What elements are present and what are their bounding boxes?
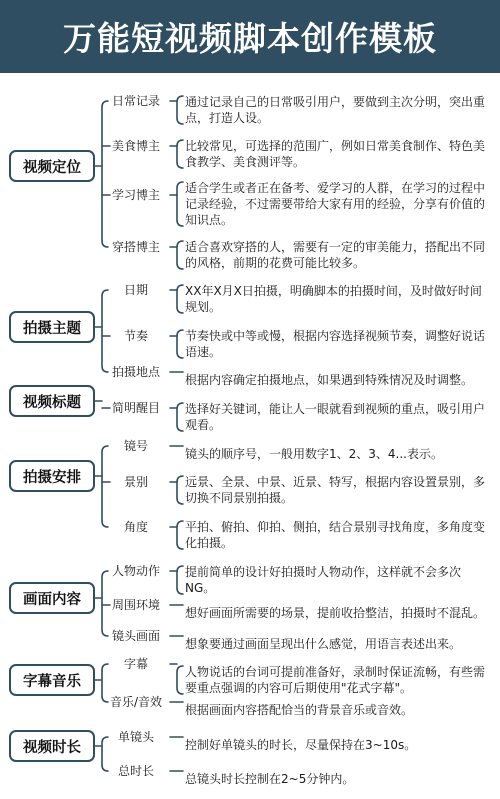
topic-label: 日期 [123,283,148,297]
topic-label: 单镜头 [117,730,154,744]
category-box: 视频定位 [9,150,95,182]
category-box: 字幕音乐 [9,664,95,696]
category-box: 拍摄主题 [9,311,95,343]
topic-description: 总镜头时长控制在2~5分钟内。 [185,772,355,786]
category-box: 拍摄安排 [9,460,95,492]
topic-description: 适合学生或者正在备考、爱学习的人群，在学习的过程中记录经验，不过需要带给大家有用的经验，分享有价值的知识点。 [185,181,486,227]
topic-description: 通过记录自己的日常吸引用户，要做到主次分明，突出重点，打造人设。 [185,95,486,125]
topic-description: 根据内容确定拍摄地点，如果遇到特殊情况及时调整。 [185,373,474,387]
topic-label: 角度 [123,520,148,534]
description-bracket [177,566,183,594]
topic-description: 选择好关键词，能让人一眼就看到视频的重点，吸引用户观看。 [185,402,486,432]
topic-description: 适合喜欢穿搭的人，需要有一定的审美能力，搭配出不同的风格，前期的花费可能比较多。 [185,240,486,270]
topic-description: 平拍、俯拍、仰拍、侧拍，结合景别寻找角度，多角度变化拍摄。 [185,520,486,550]
description-bracket [177,241,183,269]
topic-label: 美食博主 [111,139,160,153]
description-bracket [177,521,183,549]
topic-label: 人物动作 [111,564,160,578]
topic-label: 节奏 [123,329,148,343]
topic-label: 拍摄地点 [111,365,160,379]
topic-description: XX年X月X日拍摄，明确脚本的拍摄时间，及时做好时间规划。 [185,284,482,314]
topic-label: 字幕 [123,657,148,671]
topic-label: 日常记录 [111,94,160,108]
description-bracket [177,476,183,504]
topic-description: 想象要通过画面呈现出什么感觉，用语言表述出来。 [185,637,462,651]
topic-description: 控制好单镜头的时长，尽量保持在3~10s。 [185,738,417,752]
topic-label: 镜号 [123,439,148,453]
description-bracket [177,285,183,313]
description-bracket [177,96,183,124]
topic-description: 远景、全景、中景、近景、特写，根据内容设置景别，多切换不同景别拍摄。 [185,475,486,505]
branch-spine [102,101,108,247]
topic-description: 节奏快或中等或慢，根据内容选择视频节奏，调整好说话语速。 [185,329,486,359]
page-title: 万能短视频脚本创作模板 [63,19,437,58]
topic-label: 音乐/音效 [109,695,163,709]
topic-label: 穿搭博主 [111,240,160,254]
topic-description: 人物说话的台词可提前准备好，录制时保证流畅，有些需要重点强调的内容可后期使用"花式字幕"。 [185,665,486,695]
description-bracket [177,140,183,168]
category-box: 视频时长 [9,730,95,762]
topic-description: 镜头的顺序号，一般用数字1、2、3、4...表示。 [185,447,443,461]
topic-label: 学习博主 [111,188,160,202]
category-box: 画面内容 [9,582,95,614]
topic-label: 简明醒目 [111,401,160,415]
topic-label: 景别 [123,475,148,489]
topic-label: 镜头画面 [111,629,160,643]
topic-description: 比较常见，可选择的范围广，例如日常美食制作、特色美食教学、美食测评等。 [185,139,486,169]
topic-description: 提前简单的设计好拍摄时人物动作，这样就不会多次NG。 [185,565,462,595]
description-bracket [177,330,183,358]
topic-label: 总时长 [117,764,154,778]
topic-label: 周围环境 [111,598,160,612]
category-box: 视频标题 [9,385,95,417]
topic-description: 想好画面所需要的场景，提前收拾整洁，拍摄时不混乱。 [185,606,486,620]
description-bracket [177,403,183,431]
topic-description: 根据画面内容搭配恰当的背景音乐或音效。 [185,703,414,717]
description-bracket [177,666,183,694]
description-bracket [177,182,183,226]
